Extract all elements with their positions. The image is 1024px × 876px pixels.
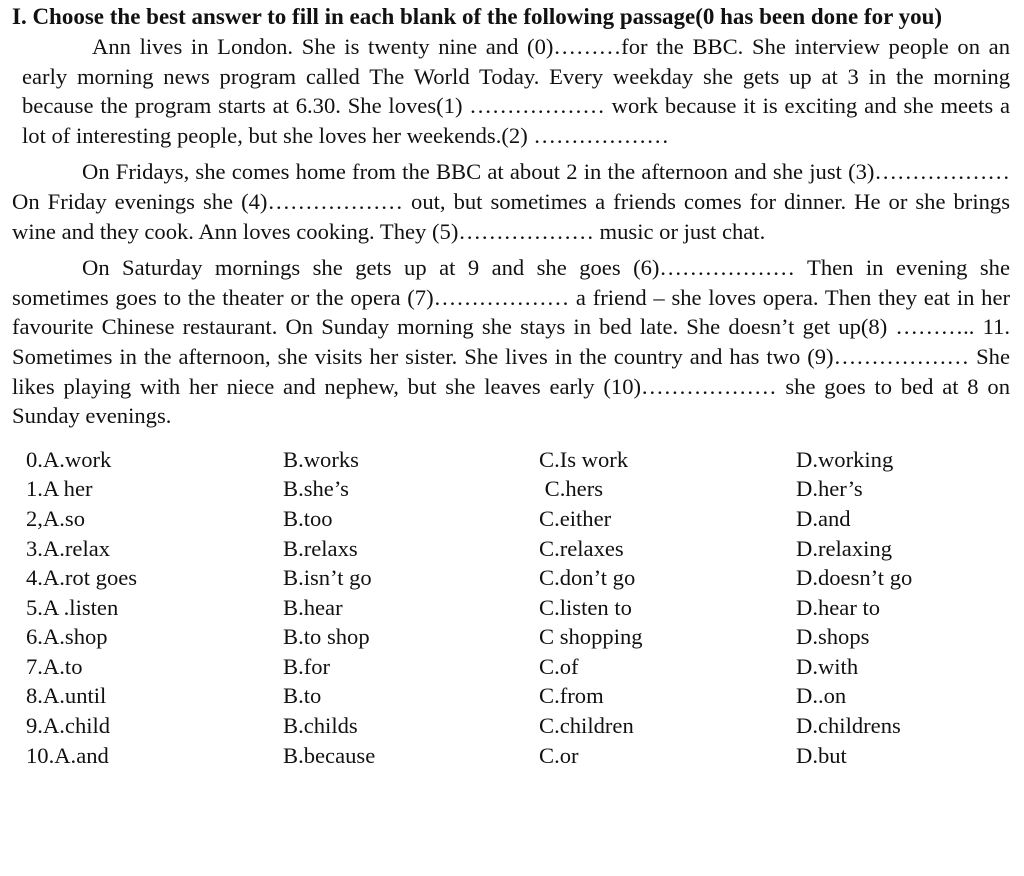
option-a: 4.A.rot goes xyxy=(26,565,138,591)
option-row-3 xyxy=(26,534,1014,564)
option-b: B.to shop xyxy=(283,624,370,650)
option-b: B.works xyxy=(283,446,359,472)
option-a: 5.A .listen xyxy=(26,594,119,620)
option-d: D.and xyxy=(796,505,851,531)
option-row-0 xyxy=(26,445,1014,475)
option-b: B.for xyxy=(283,653,331,679)
option-d: D.relaxing xyxy=(796,535,892,561)
passage-paragraph-2: On Fridays, she comes home from the BBC at about 2 in the afternoon and she just (3)……………… On Friday evenings she (4)……………… out, but sometimes a friends comes for dinner. He or she brings wine and they cook. Ann loves cooking. They (5)……………… music or just chat. xyxy=(12,159,1010,244)
option-c: C.don’t go xyxy=(539,565,636,591)
option-a: 6.A.shop xyxy=(26,624,108,650)
option-d: D.hear to xyxy=(796,594,881,620)
option-b: B.relaxs xyxy=(283,535,358,561)
option-b: B.hear xyxy=(283,594,343,620)
option-b: B.too xyxy=(283,505,333,531)
option-row-5 xyxy=(26,593,1014,623)
option-a: 3.A.relax xyxy=(26,535,111,561)
option-d: D..on xyxy=(796,683,847,709)
option-row-7 xyxy=(26,652,1014,682)
option-a: 2,A.so xyxy=(26,505,85,531)
option-d: D.working xyxy=(796,446,894,472)
option-c: C.listen to xyxy=(539,594,632,620)
option-c: C.relaxes xyxy=(539,535,624,561)
option-b: B.to xyxy=(283,683,322,709)
option-d: D.with xyxy=(796,653,859,679)
answer-options xyxy=(26,445,1014,771)
option-c: C.or xyxy=(539,742,579,768)
option-row-2 xyxy=(26,504,1014,534)
option-b: B.she’s xyxy=(283,476,349,502)
option-a: 9.A.child xyxy=(26,713,111,739)
passage-paragraph-3: On Saturday mornings she gets up at 9 and she goes (6)……………… Then in evening she sometimes goes to the theater or the opera (7)……………… a friend – she loves opera. Then they eat in her favourite Chinese restaurant. On Sunday morning she stays in bed late. She doesn’t get up(8) ……….. 11. Sometimes in the afternoon, she visits her sister. She lives in the country and has two (9)……………… She likes playing with her niece and nephew, but she leaves early (10)……………… she goes to bed at 8 on Sunday evenings. xyxy=(12,255,1010,429)
option-a: 1.A her xyxy=(26,476,93,502)
option-c: C.of xyxy=(539,653,579,679)
option-d: D.shops xyxy=(796,624,870,650)
option-c: C.Is work xyxy=(539,446,629,472)
option-a: 10.A.and xyxy=(26,742,109,768)
option-a: 8.A.until xyxy=(26,683,107,709)
option-a: 7.A.to xyxy=(26,653,83,679)
option-c: C shopping xyxy=(539,624,643,650)
option-row-9 xyxy=(26,711,1014,741)
option-b: B.because xyxy=(283,742,376,768)
option-d: D.her’s xyxy=(796,476,863,502)
option-c: C.either xyxy=(539,505,612,531)
option-row-8 xyxy=(26,681,1014,711)
option-d: D.childrens xyxy=(796,713,901,739)
option-a: 0.A.work xyxy=(26,446,112,472)
option-d: D.but xyxy=(796,742,847,768)
option-row-1 xyxy=(26,474,1014,504)
exercise-heading: I. Choose the best answer to fill in each blank of the following passage(0 has been done for you) xyxy=(12,4,943,29)
option-b: B.isn’t go xyxy=(283,565,372,591)
passage-paragraph-1: Ann lives in London. She is twenty nine and (0)………for the BBC. She interview people on an early morning news program called The World Today. Every weekday she gets up at 3 in the morning because the program starts at 6.30. She loves(1) ……………… work because it is exciting and she meets a lot of interesting people, but she loves her weekends.(2) ……………… xyxy=(22,34,1010,148)
option-c: C.hers xyxy=(539,476,604,502)
option-b: B.childs xyxy=(283,713,358,739)
option-d: D.doesn’t go xyxy=(796,565,913,591)
option-row-6 xyxy=(26,622,1014,652)
option-row-10 xyxy=(26,741,1014,771)
reading-passage xyxy=(12,32,1010,431)
option-c: C.from xyxy=(539,683,604,709)
option-row-4 xyxy=(26,563,1014,593)
option-c: C.children xyxy=(539,713,634,739)
